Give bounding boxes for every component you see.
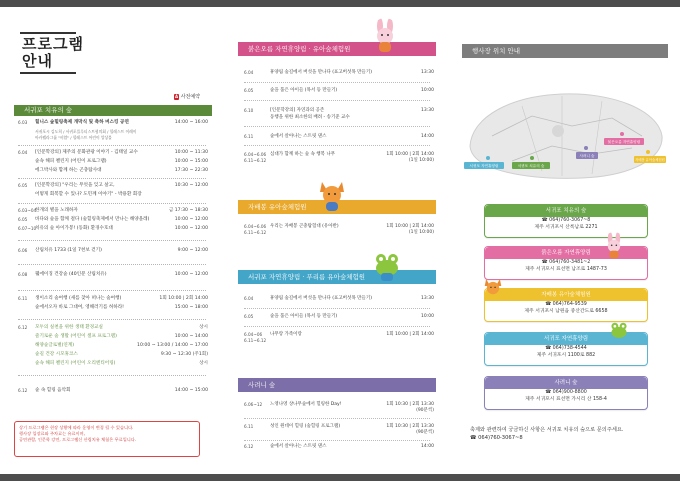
location-phone: ☎ 064)900-8800 [545, 390, 587, 395]
program-column [14, 14, 212, 472]
top-border [0, 0, 680, 7]
program-row: 6.05 [인문학강의] "우리는 무엇을 잊고 살고, 10:30 ~ 12:00 [18, 183, 208, 188]
frog-mascot-icon [372, 250, 402, 282]
program-row: 6.04 [인문학강의] 제주의 문화관광 이야기 - 김태일 교수 10:00 ~ 11:30 [18, 150, 208, 155]
program-row: 6.03~04 한개의 별을 노래하자 금 17:30 ~ 18:30 [18, 208, 208, 213]
svg-text:사려니 숲: 사려니 숲 [579, 154, 595, 158]
rabbit-mascot-icon [370, 18, 400, 54]
location-phone: ☎ 064)760-3067~8 [541, 218, 591, 223]
program-list [18, 272, 210, 281]
program-row: 해양숲글로벌(연계) 10:00 ~ 13:00 / 14:00 ~ 17:00 [35, 343, 208, 348]
program-row: 6.08 웰에이징 건강숲 (40인분 산림치유) 10:00 ~ 12:00 [18, 272, 208, 277]
contact-text: 축제와 관련하여 궁금하신 사항은 서귀포 치유의 숲으로 문의주세요. [470, 427, 624, 433]
program-list [18, 296, 210, 314]
location-name: 서귀포 자연휴양림 [485, 333, 647, 345]
location-name: 붉은오름 자연휴양림 [485, 247, 647, 259]
location-name: 서귀포 치유의 숲 [485, 205, 647, 217]
title-line1: 프로그램 [22, 35, 84, 53]
program-list [18, 208, 210, 235]
program-list [18, 183, 210, 201]
location-address: 제주 서귀포시 표선면 가시리 산 158-4 [525, 397, 607, 402]
location-card-jabaebong [484, 288, 648, 322]
program-row: 아카펠라그룹 "비얌" / 힐레스트 어린이 앙상블 [35, 135, 112, 140]
program-row: 6.12 숲 속 힐링 음악회 14:00 ~ 15:00 [18, 388, 208, 393]
program-row: 숲속 해피 챌린지 (어린이 프로그램) 10:00 ~ 15:00 [35, 159, 208, 164]
map-label-seogwipo-recreation-forest [464, 162, 504, 169]
notice-line: 상기 프로그램은 현장 상황에 따라 운영이 변경 될 수 있습니다. [19, 425, 134, 430]
program-row: 어떻게 회복할 수 있나? 도민께 이야기" - 박용환 회장 [35, 192, 142, 197]
location-address: 제주 서귀포시 산록남로 2271 [534, 225, 598, 230]
fox-mascot-icon [316, 178, 348, 212]
reservation-legend [174, 93, 200, 100]
reservation-badge: A [175, 93, 179, 99]
program-row: 6.07~10 치유의 숲 아이가봉! (동화) 환경수호대 10:00 ~ 12:00 [18, 226, 208, 231]
location-card-seogwipo-healing-forest [484, 204, 648, 238]
program-row: 즐기로운 숲 생활 (어린이 셀프 프로그램) 10:00 ~ 14:00 [35, 334, 208, 339]
program-list [18, 120, 210, 144]
program-list [18, 388, 210, 397]
section-header-jabaebong: 자배봉 유아숲체험원 [238, 200, 436, 214]
location-phone: ☎ 064)738-4544 [545, 346, 587, 351]
contact-phone: ☎ 064)760-3067~8 [470, 435, 523, 441]
legend-label: 사전예약 [180, 94, 201, 100]
svg-text:서귀포 치유의 숲: 서귀포 치유의 숲 [517, 164, 545, 168]
contact-info [470, 426, 666, 442]
svg-text:서귀포 자연휴양림: 서귀포 자연휴양림 [469, 164, 499, 168]
program-row: 숲에서오자 바로 그대여, 영해러기를 허하라! 15:00 ~ 18:00 [35, 305, 208, 310]
program-row: 6.05 바다와 숲을 함께 걸다 (숲힐링축제에서 만나는 해양올레) 10:00 ~ 12:00 [18, 217, 208, 222]
notice-box [14, 421, 200, 457]
location-column [462, 14, 668, 472]
location-address: 제주 서귀포시 표선면 남조로 1487-73 [525, 267, 607, 272]
location-address: 제주 서귀포시 1100로 882 [536, 353, 596, 358]
fox-mascot-icon [482, 276, 504, 300]
jeju-map [462, 76, 668, 186]
rabbit-mascot-icon [602, 232, 626, 260]
notice-line: 행사장 입장료와 주차료는 유료이며, [19, 431, 86, 436]
program-list [18, 248, 210, 257]
venue-program-column: 붉은오름 자연휴양림 · 유아숲체험원 6.04 휴양림 숲길에서 버섯을 만나다 (표고버섯목 만들기) 13:30 6.05 숲을 품은 아이들 (목서 등 만들기) 10:00 6.10 [인문학강의] 자연과의 공존 13:30 동행을 위한 최소한의 배려 - 송기준 교수 6.11 숲에서 살아나는 스트릿 댄스 14:00 6.04~6.06 심대가 함께 하는 숲 속 행복 나무 1회 10:00 | 2회 14:00 6.11~6.12 (1일 10:00) 자배봉 유아숲체험원 6.04~6.06 우리는 자배봉 곤충탐험대 (유아반) 1회 10:00 | 2회 14:00 6.11~6.12 (1일 10:00) 서귀포 자연휴양림 · 푸리름 유아숲체험원 6.04 휴양림 숲길에서 버섯을 만나다 (표고버섯목 만들기) 13:30 6.05 숲을 품은 아이들 (목서 등 만들기) 10:00 6.04~06 나무랑 가족이랑 1회 10:00 | 2회 14:00 6.11~6.12 사려니 숲 6.06~12 느영나영 상나무숲에서 힐링한 Day! 1회 10:30 | 2회 13:30 (90분씩) 6.11 성인 원데이 힐링 (숲힐링 프로그램) 1회 10:30 | 2회 13:30 (90분씩) 6.12 숲에서 살아나는 스트릿 댄스 14:00 [238, 14, 436, 472]
program-row: 숲길 건강 시모휴코스 9:30 ~ 12:30 (주1회) [35, 352, 208, 357]
map-label-saryeoni [576, 152, 598, 159]
bottom-border [0, 474, 680, 481]
program-row: 숲속 해피 챌린지 (어린이 오리엔티어링) 상시 [35, 361, 208, 366]
notice-line: 공연관람, 인문학 강연, 프로그램신 산림치유 체험은 무료입니다. [19, 437, 137, 442]
map-label-jabaebong [634, 156, 666, 163]
map-label-seogwipo-healing-forest [512, 162, 550, 169]
title-line2: 안내 [22, 52, 53, 70]
location-name: 자배봉 유아숲체험원 [485, 289, 647, 301]
map-label-bulgeunoreum [604, 138, 644, 145]
program-list [18, 150, 210, 177]
frog-mascot-icon [608, 320, 630, 342]
program-row: 6.06 산림치유 1733 (1일 7천보 걷기) 9:00 ~ 12:00 [18, 248, 208, 253]
section-header-seogwipo-recreation-forest: 서귀포 자연휴양림 · 푸리름 유아숲체험원 [238, 270, 436, 284]
section-header-saryeoni-forest: 사려니 숲 [238, 378, 436, 392]
section-header-bulgeunoreum: 붉은오름 자연휴양림 · 유아숲체험원 [238, 42, 436, 56]
location-card-saryeoni [484, 376, 648, 410]
location-header: 행사장 위치 안내 [462, 44, 668, 58]
section-header-seogwipo-healing-forest: 서귀포 치유의 숲 [14, 105, 212, 116]
location-phone: ☎ 064)760-3481~2 [541, 260, 591, 265]
location-name: 사려니 숲 [485, 377, 647, 389]
program-list [18, 325, 210, 370]
program-row: 6.12 모두의 실천을 위한 생태 환경교실 상시 [18, 325, 208, 330]
program-row: 6.11 생이소리 숲여행 (새를 찾아 떠나는 숲여행) 1회 10:00 | 2회 14:00 [18, 296, 208, 301]
location-address: 제주 서귀포시 남원읍 중산간도로 6658 [524, 309, 608, 314]
svg-text:자배봉 유아숲체험원: 자배봉 유아숲체험원 [635, 158, 665, 162]
program-row: 서귀포시 김도희 / 서귀포플루티스트협의회 / 힐레스트 이레이 [35, 129, 137, 134]
program-row: 6.03 힐니스 숲힐링축제 개막식 및 축하 버스킹 공연 14:00 ~ 16:00 [18, 120, 208, 125]
page-title [20, 30, 84, 76]
location-phone: ☎ 064)764-9539 [545, 302, 587, 307]
svg-text:붉은오름 자연휴양림: 붉은오름 자연휴양림 [607, 140, 641, 144]
program-row: 에그박사와 함께 하는 곤충탐사대 17:30 ~ 22:30 [35, 168, 208, 173]
